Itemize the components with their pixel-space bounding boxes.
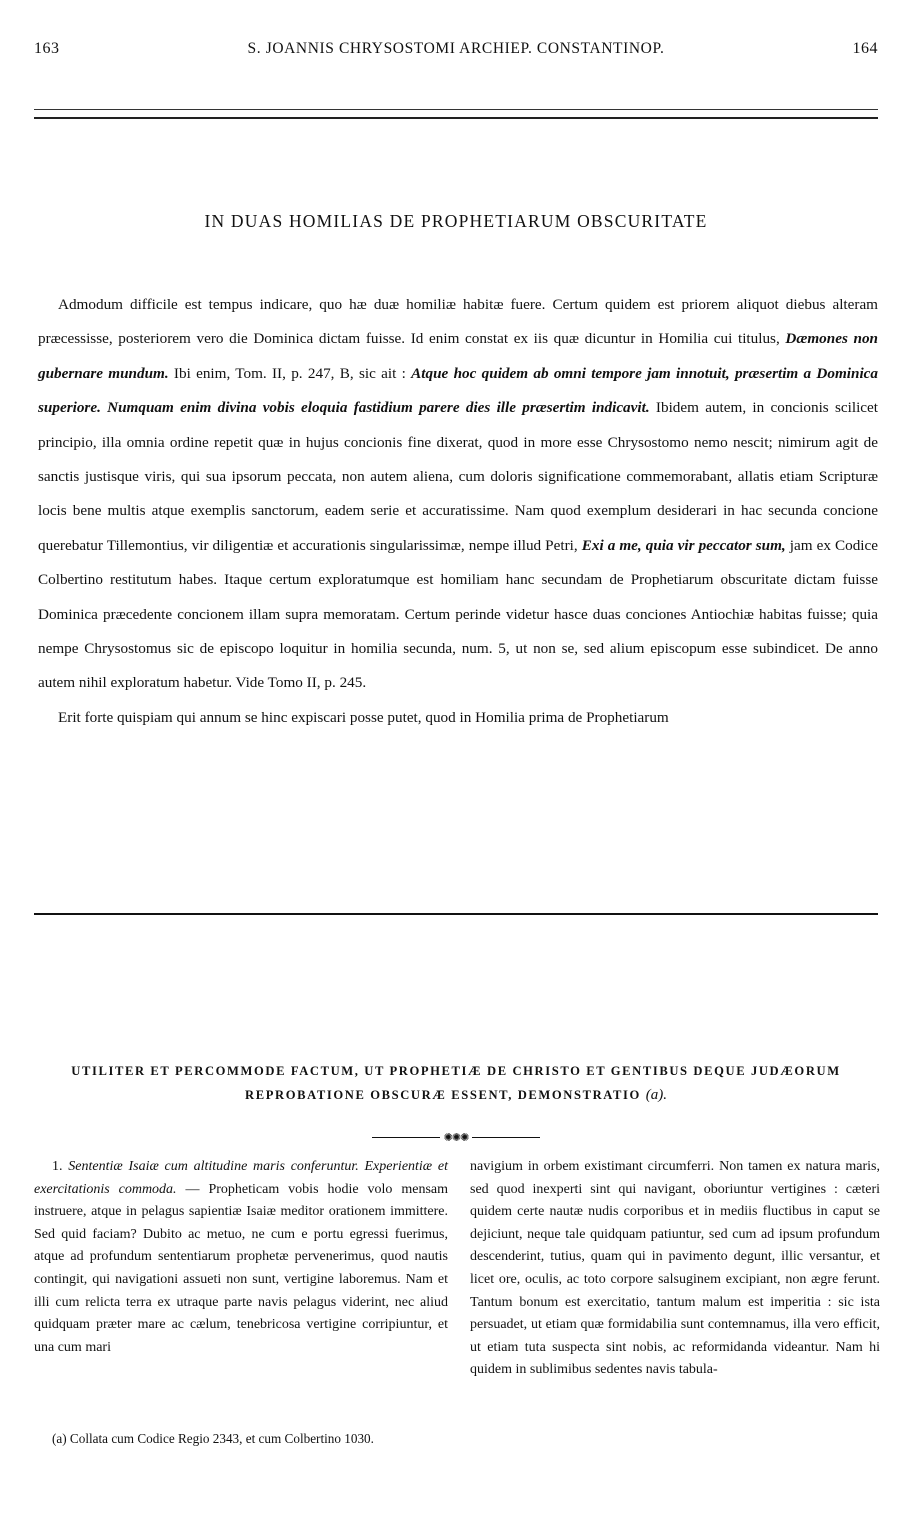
homily-title-text: UTILITER ET PERCOMMODE FACTUM, UT PROPHETIÆ DE CHRISTO ET GENTIBUS DEQUE JUDÆORUM REPROBATIONE OBSCURÆ ESSENT, DEMONSTRATIO — [71, 1064, 841, 1102]
intro-paragraph — [38, 288, 878, 701]
introduction-text — [38, 288, 878, 735]
homily-title — [34, 1059, 878, 1107]
intro-paragraph: Erit forte quispiam qui annum se hinc expiscari posse putet, quod in Homilia prima de Prophetiarum — [58, 708, 669, 726]
column-right-paragraph: navigium in orbem existimant circumferri. Non tamen ex natura maris, sed quod inexperti sint qui navigant, oboriuntur vertigines : cæteri quidem certe nautæ nudis corporibus et in mediis fluctibus in caput se dejiciunt, neque tale quidquam patiuntur, sed cum ad ipsum profundum descenderint, tutius, quam qui in pavimento degunt, illic versantur, et licet ore, oculis, ac toto corpore salsuginem excipiant, non ægre ferunt. Tantum bonum est exercitatio, tantum malum est imperitia : sic ista persuadet, ut etiam quæ formidabilia sunt contemnamus, illa vero efficit, ut etiam tuta suspecta sint nobis, ac reformidanda videantur. Nam hi quidem in sublimibus sedentes navis tabula- — [470, 1159, 880, 1378]
homily-title-note: (a). — [645, 1087, 667, 1103]
running-title: S. JOANNIS CHRYSOSTOMI ARCHIEP. CONSTANTINOP. — [247, 40, 665, 57]
ornament-line — [372, 1137, 440, 1138]
ornament-icon: ✺✺✺ — [443, 1131, 469, 1144]
intro-text-run: Ibidem autem, in concionis scilicet principio, illa omnia ordine repetit quæ in hujus concionis fine dixerat, quod in more esse Chrysostomo nemo nescit; nimirum agit de sanctis justisque viris, qui sua ipsorum peccata, non autem aliena, cum doloris significatione commemorabant, allatis etiam Scripturæ locis bene multis atque exemplis sanctorum, eadem serie et accuratissime. Nam quod exemplum desiderari in hac secunda concione querebatur Tillemontius, vir diligentiæ et accurationis singularissimæ, nempe illud Petri, — [38, 399, 878, 554]
intro-italic-run: Exi a me, quia vir peccator sum, — [581, 536, 786, 554]
column-right — [470, 1156, 880, 1382]
column-left-paragraph — [34, 1156, 448, 1359]
section-divider — [34, 913, 878, 915]
ornament-divider — [0, 1128, 912, 1144]
paragraph-heading: Sententiæ Isaiæ cum altitudine maris conferuntur. Experientiæ et exercitationis commoda. — [34, 1159, 449, 1197]
header-rule — [34, 109, 878, 119]
intro-italic-run: Dæmones non gubernare mundum. — [38, 330, 878, 382]
column-left-text: Propheticam vobis hodie volo mensam instruere, atque in pelagus sapientiæ Isaiæ meditor orationem immittere. Sed quid faciam? Dubito ac metuo, ne cum e portu egressi fuerimus, atque ad profundum sententiarum prophetæ pervenerimus, quod nautis contingit, qui navigationi assueti non sunt, vertigine laboremus. Nam et illi cum relicta terra ex utraque parte navis pelagus viderint, nec aliud quidquam præter mare ac cælum, tenebricosa vertigine corripiuntur, et una cum mari — [34, 1181, 448, 1355]
section-title: IN DUAS HOMILIAS DE PROPHETIARUM OBSCURITATE — [204, 211, 708, 231]
ornament-line — [472, 1137, 540, 1138]
page-number-right: 164 — [852, 40, 878, 57]
heading-dash: — — [176, 1181, 209, 1197]
column-left — [34, 1156, 448, 1359]
footnote: (a) Collata cum Codice Regio 2343, et cum Colbertino 1030. — [52, 1431, 374, 1446]
intro-text-run: Ibi enim, Tom. II, p. 247, B, sic ait : — [168, 364, 412, 382]
intro-text-run: Admodum difficile est tempus indicare, quo hæ duæ homiliæ habitæ fuere. Certum quidem est priorem aliquot diebus alteram præcessisse, posteriorem vero die Dominica dictam fuisse. Id enim constat ex iis quæ dicuntur in Homilia cui titulus, — [38, 296, 878, 348]
page-number-left: 163 — [34, 40, 60, 57]
paragraph-number: 1. — [52, 1159, 63, 1174]
running-head — [34, 38, 878, 62]
intro-text-run: jam ex Codice Colbertino restitutum habes. Itaque certum exploratumque est homiliam hanc secundam de Prophetiarum obscuritate dictam fuisse Dominica præcedente concionem illam supra memoratam. Certum perinde videtur hasce duas conciones Antiochiæ habitas fuisse; quia nempe Chrysostomus sic de episcopo loquitur in homilia secunda, num. 5, ut non se, sed alium episcopum esse subindicet. De anno autem nihil exploratum habetur. Vide Tomo II, p. 245. — [38, 536, 878, 692]
intro-italic-run: Atque hoc quidem ab omni tempore jam innotuit, præsertim a Dominica superiore. Numquam enim divina vobis eloquia fastidium parere dies ille præsertim indicavit. — [38, 364, 879, 417]
